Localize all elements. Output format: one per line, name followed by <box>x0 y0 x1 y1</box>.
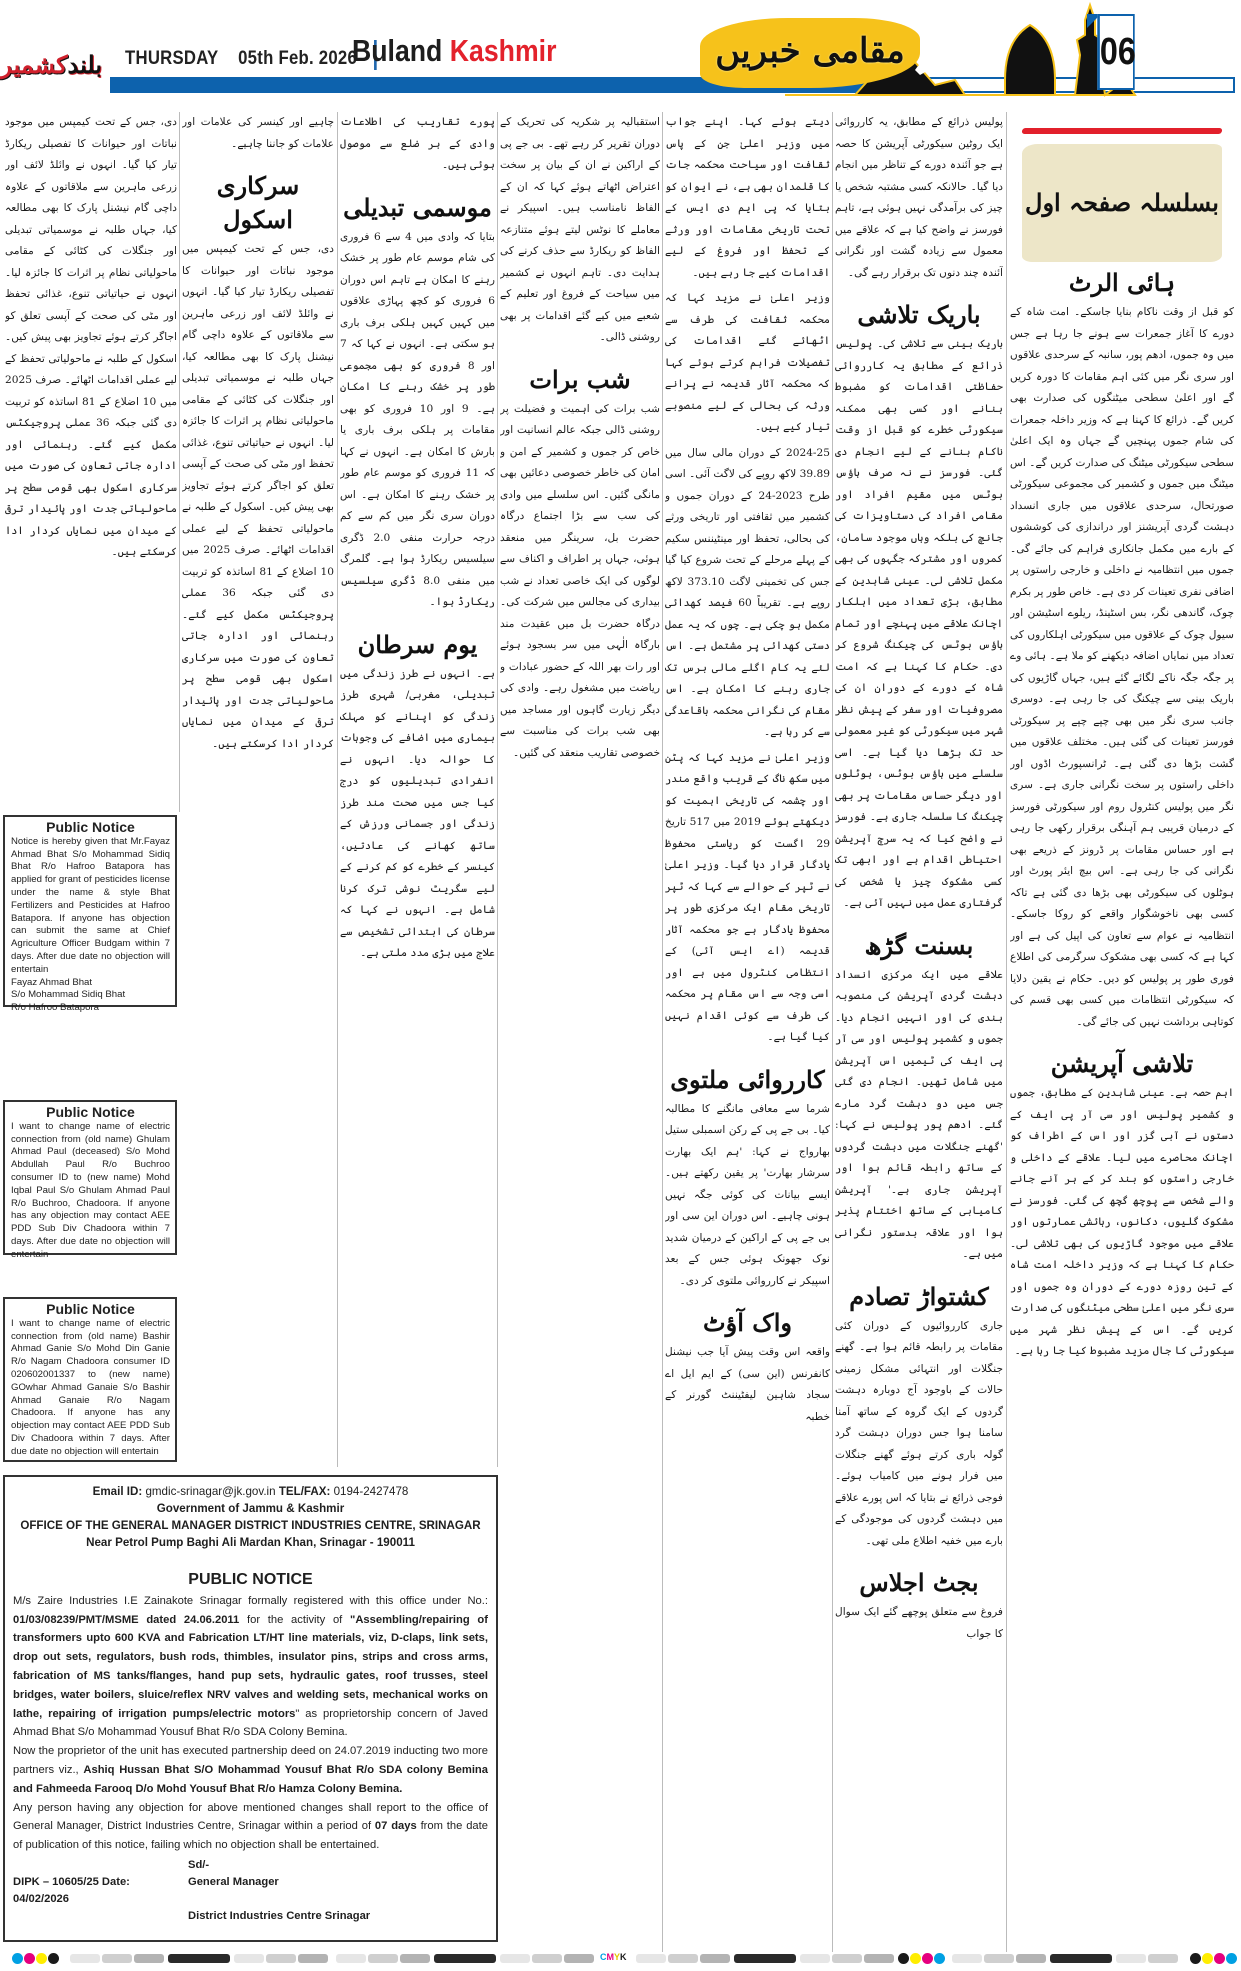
column-divider <box>179 112 180 812</box>
yellow-dot-icon <box>910 1953 921 1964</box>
headline-thorough-search: باریک تلاشی <box>857 300 981 329</box>
black-dot-icon <box>898 1953 909 1964</box>
column-divider <box>337 112 338 1467</box>
article-text: باریک بینی سے تلاشی کی۔ پولیس ذرائع کے مطابق یہ کارروائی حفاظتی اقدامات کو مضبوط بنانے اور کسی بھی ممکنہ سیکورٹی خطرے کو قبل از وقت ناکام بنانے کے لیے انجام دی گئی۔ فورسز نے نہ صرف ہاؤس بوٹس میں مقیم افراد اور مقامی افراد کی دستاویزات کی جانچ کی بلکہ وہاں موجود سامان، کمروں اور مشترکہ جگہوں کی بھی مکمل تلاشی لی۔ عینی شاہدین کے مطابق، بڑی تعداد میں اہلکار اچانک علاقے میں پہنچے اور تمام ہاؤس بوٹس کی چیکنگ شروع کر دی۔ حکام کا کہنا ہے کہ امت شاہ کے دورے کے دوران ان کی مصروفیات اور سفر کے پیش نظر شہر میں سیکورٹی کو غیر معمولی حد تک بڑھا دیا گیا ہے۔ اسی سلسلے میں ہاؤس بوٹس، ہوٹلوں اور دیگر حساس مقامات پر بھی چیکنگ کا سلسلہ جاری ہے۔ فورسز نے واضح کیا کہ یہ سرچ آپریشن احتیاطی اقدام ہے اور ابھی تک کسی مشکوک چیز یا شخص کی گرفتاری عمل میں نہیں آئی ہے۔ <box>835 338 1003 909</box>
article-text: علاقے میں ایک مرکزی انسداد دہشت گردی آپریشن کی منصوبہ بندی کی اور انہیں انجام دیا۔ جموں و کشمیر پولیس اور سی آر پی ایف کی ٹیمیں اس آپریشن میں شامل تھیں۔ انجام دی گئی جس میں دو دہشت گرد مارے گئے۔ ادھم پور پولیس نے کہا: 'گھنے جنگلات میں دہشت گردوں کے ساتھ رابطہ قائم ہوا اور آپریشن جاری ہے۔' آپریشن کامیابی کے ساتھ اختتام پذیر ہوا اور علاقہ بدستور نگرانی میں ہے۔ <box>835 968 1003 1260</box>
column-divider <box>1006 112 1007 1952</box>
article-text: 2024-25 کے دوران مالی سال میں 39.89 لاکھ روپے کی لاگت آئی۔ اسی طرح 2023-24 کے دوران جموں و کشمیر میں ثقافتی اور تاریخی ورثے کی بحالی، تحفظ اور مینٹیننس سکیم کے پہلے مرحلے کے تحت شروع کیا گیا جس کی تخمینی لاگت 373.10 لاکھ روپے ہے۔ تقریباً 60 فیصد کھدائی مکمل ہو چکی ہے۔ چوں کہ یہ عمل دستی کھدائی پر مشتمل ہے۔ اس لئے یہ کام اگلے مالی برس تک جاری رہنے کا امکان ہے۔ اس مقام کی نگرانی محکمہ باقاعدگی سے کر رہا ہے۔ <box>665 446 830 738</box>
phone-number: 0194-2427478 <box>333 1485 409 1498</box>
tone-bar <box>400 1954 430 1963</box>
public-notice-pesticides-license <box>3 815 177 1014</box>
headline-kishtwar-encounter: کشتواڑ تصادم <box>849 1281 989 1311</box>
article-text: ہے۔ انہوں نے طرز زندگی میں تبدیلی، مغربی/ شہری طرز زندگی کو اپنانے کو مہلک بیماری میں اضافے کی وجوہات کا حوالہ دیا۔ انہوں نے انفرادی تبدیلیوں کو درج کیا جس میں صحت مند طرز زندگی اور جسمانی ورزش کے ساتھ کھانے کی عادتیں، کینسر کے خطرے کو کم کرنے کے لیے سگریٹ نوشی ترک کرنا شامل ہے۔ انہوں نے کہا کہ سرطان کی ابتدائی تشخیص سے علاج میں بڑی مدد ملتی ہے۔ <box>340 667 495 959</box>
tone-bar <box>668 1954 698 1963</box>
black-dot-icon <box>1190 1953 1201 1964</box>
article-text: وزیر اعلیٰ نے مزید کہا کہ محکمہ ثقافت کی طرف سے اٹھائے گئے اقدامات کی تفصیلات فراہم کرتے ہوئے کہا کہ محکمہ آثار قدیمہ نے پرانے ورثہ کی بحالی کے لیے منصوبے تیار کیے ہیں۔ <box>665 292 830 433</box>
article-text: دی، جس کے تحت کیمپس میں موجود نباتات اور حیوانات کا تفصیلی ریکارڈ تیار کیا گیا۔ انہوں نے وائلڈ لائف اور زرعی ماہرین سے ملاقاتوں کے علاوہ داچی گام نیشنل پارک کا بھی مطالعہ کیا، جہاں طلبہ نے موسمیاتی تبدیلی اور جنگلات کی کٹائی کے مقامی ماحولیاتی نظام پر اثرات کا جائزہ لیا۔ انہوں نے حیاتیاتی تنوع، غذائی تحفظ اور مٹی کی صحت کے آپسی تعلق کو اجاگر کرتے ہوئے تجاویز بھی پیش کیں۔ اسکول کے طلبہ نے ماحولیاتی تحفظ کے لیے عملی اقدامات اٹھائے۔ صرف 2025 میں 10 اضلاع کے 81 اساتذہ کو تربیت دی گئی جبکہ 36 عملی پروجیکٹس مکمل کیے گئے۔ رہنمائی اور ادارہ جاتی تعاون کی صورت میں سرکاری اسکول بھی قومی سطح پر ماحولیاتی جدت اور پائیدار ترقی کے میدان میں نمایاں کردار ادا کرسکتے ہیں۔ <box>5 116 177 558</box>
tone-bar <box>234 1954 264 1963</box>
headline-weather-change: موسمی تبدیلی <box>343 192 492 222</box>
office-address: Near Petrol Pump Baghi Ali Mardan Khan, Srinagar - 190011 <box>86 1536 415 1549</box>
article-text: کو قبل از وقت ناکام بنایا جاسکے۔ امت شاہ کے دورے کا آغاز جمعرات سے ہونے جا رہا ہے جس میں وہ جموں، ادھم پور، سانبہ کے سرحدی علاقوں اور سری نگر میں کئی اہم مقامات کا دورہ کریں گے اور اعلیٰ سطحی میٹنگوں کی صدارت بھی کریں گے۔ ذرائع کا کہنا ہے کہ وزیر داخلہ جمعرات کی شام جموں پہنچیں گے جہاں وہ ایک اعلیٰ سطحی سیکورٹی میٹنگ کی صدارت کریں گے۔ اس میٹنگ میں جموں و کشمیر کی مجموعی سیکورٹی صورتحال، سرحدی علاقوں میں جاری انسداد دہشت گردی آپریشنز اور دراندازی کی کوششوں کے بارے میں مکمل جانکاری فراہم کی جائے گی۔ جموں میں انتظامیہ نے داخلی و خارجی راستوں پر اضافی نفری تعینات کر دی ہے۔ خاص طور پر بکرم چوک، گاندھی نگر، بس اسٹینڈ، ریلوے اسٹیشن اور سیول چوک کے علاقوں میں سیکورٹی اہلکاروں کی تعداد میں نمایاں اضافہ دیکھنے کو ملا ہے۔ ہائی وے پر جگہ جگہ ناکے لگائے گئے ہیں، جہاں گاڑیوں کی باریک بینی سے چیکنگ کی جا رہی ہے۔ دوسری جانب سری نگر میں بھی چپے چپے پر سیکورٹی فورسز تعینات کی گئی ہیں۔ مختلف علاقوں میں گشت بڑھا دی گئی ہے۔ ٹرانسپورٹ اڈوں اور داخلی راستوں پر سخت نگرانی جاری ہے۔ سری نگر میں پولیس کنٹرول روم اور سیکورٹی فورسز کے درمیان قریبی ہم آہنگی برقرار رکھی جا رہی ہے اور حساس مقامات پر ڈرونز کے ذریعے بھی نگرانی کی جا رہی ہے۔ اس بیچ ایئر پورٹ اور ہوٹلوں کی سیکورٹی بھی بڑھا دی گئی ہے تاکہ کسی بھی ناخوشگوار واقعے کو روکا جاسکے۔ انتظامیہ نے عوام سے تعاون کی اپیل کی ہے اور کہا ہے کہ کسی بھی مشکوک سرگرمی کی اطلاع فوری طور پر پولیس کو دیں۔ حکام نے یقین دلایا کہ سیکورٹی انتظامات میں کسی بھی قسم کی کوتاہی برداشت نہیں کی جائے گی۔ <box>1010 306 1234 1028</box>
headline-government-school: سرکاری اسکول <box>216 171 300 234</box>
notice-title: PUBLIC NOTICE <box>188 1571 313 1588</box>
article-text: واقعہ اس وقت پیش آیا جب نیشنل کانفرنس (این سی) کے ایم ایل اے سجاد شاہین لیفٹیننٹ گورنر کے خطبہ <box>665 1346 830 1423</box>
column-divider <box>497 112 498 1467</box>
magenta-dot-icon <box>922 1953 933 1964</box>
cyan-dot-icon <box>934 1953 945 1964</box>
tone-bar <box>636 1954 666 1963</box>
headline-proceedings-adjourned: کارروائی ملتوی <box>670 1064 825 1094</box>
office-name: OFFICE OF THE GENERAL MANAGER DISTRICT INDUSTRIES CENTRE, SRINAGAR <box>20 1519 481 1532</box>
section-title: مقامی خبریں <box>700 18 920 88</box>
notice-paragraph-3: Any person having any objection for above mentioned changes shall report to the office of General Manager, District Industries Centre, Srinagar within a period of 07 days from the date of publication of this notice, failing which no objection shall be entertained. <box>13 1801 488 1852</box>
headline-high-alert: ہائی الرٹ <box>1068 268 1176 297</box>
notice-body: I want to change name of electric connection from (old name) Bashir Ahmad Ganie S/o Mohd Din Ganie R/o Nagam Chadoora consumer ID 020602001337 to (new name) GOwhar Ahmad Ganaie S/o Bashir Ahmad Ganaie R/o Nagam Chadoora. If anyone has any objection may contact AEE PDD Sub Div Chadoora within 7 days. After due date no objection will entertain <box>11 1317 170 1457</box>
article-text: اہم حصہ ہے۔ عینی شاہدین کے مطابق، جموں و کشمیر پولیس اور سی آر پی ایف کے دستوں نے آبی گزر اور اس کے اطراف کو اچانک محاصرے میں لیا۔ علاقے کے داخلی و خارجی راستوں کو بند کر کے ہر آنے جانے والے شخص سے پوچھ گچھ کی گئی۔ فورسز نے مشکوک گلیوں، دکانوں، رہائشی عمارتوں اور علاقے میں موجود گاڑیوں کی بھی تلاشی لی۔ حکام کا کہنا ہے کہ وزیر داخلہ امت شاہ کے تین روزہ دورے کے دوران وہ جموں اور سری نگر میں اعلیٰ سطحی میٹنگوں کی صدارت کریں گے۔ اس کے پیش نظر شہر میں سیکورٹی کا جال مزید مضبوط کیا جا رہا ہے۔ <box>1010 1087 1234 1357</box>
notice-paragraph-2: Now the proprietor of the unit has executed partnership deed on 24.07.2019 inducting two more partners viz., Ashiq Hussan Bhat S/O Mohammad Yousuf Bhat R/o SDA colony Bemina and Fahmeeda Farooq D/o Mohd Yousuf Bhat R/o Hamza Colony Bemina. <box>13 1745 488 1795</box>
notice-title: Public Notice <box>46 819 135 835</box>
headline-cancer-day: یوم سرطان <box>357 629 478 659</box>
signature-block <box>13 1857 488 1925</box>
masthead <box>0 0 1241 108</box>
black-dot-icon <box>48 1953 59 1964</box>
notice-signature: R/o Hafroo Batapora <box>11 1002 99 1014</box>
column-divider <box>662 112 663 1952</box>
email-address: gmdic-srinagar@jk.gov.in <box>145 1485 276 1498</box>
newspaper-logo-urdu: بلندکشمیر <box>0 50 102 79</box>
tone-bar <box>168 1954 230 1963</box>
article-column-3 <box>665 112 830 1962</box>
tone-bar <box>368 1954 398 1963</box>
cmyk-label: CMYK <box>600 1952 627 1962</box>
column-divider <box>832 112 833 1952</box>
tone-bar <box>70 1954 100 1963</box>
yellow-dot-icon <box>1202 1953 1213 1964</box>
headline-walk-out: واک آؤٹ <box>703 1308 792 1337</box>
signatory-title: General Manager <box>188 1875 279 1888</box>
article-text: جاری کارروائیوں کے دوران کئی مقامات پر رابطہ قائم ہوا ہے۔ گھنے جنگلات اور انتہائی مشکل زمینی حالات کے باوجود آج دوبارہ دہشت گردوں کے ایک گروہ کے ساتھ آمنا سامنا ہوا جس دوران دہشت گرد گولہ باری کرتے ہوئے گھنے جنگلات میں فرار ہونے میں کامیاب ہوئے۔ فوجی ذرائع نے بتایا کہ اس پورے علاقے میں دہشت گردوں کی موجودگی کے بارے میں خفیہ اطلاع ملی تھی۔ <box>835 1319 1003 1547</box>
yellow-dot-icon <box>36 1953 47 1964</box>
continued-from-front-page-tag: بسلسلہ صفحہ اول <box>1022 122 1222 252</box>
government-public-notice <box>3 1475 498 1942</box>
tone-bar <box>1016 1954 1046 1963</box>
article-column-2 <box>835 112 1003 1962</box>
tone-bar <box>832 1954 862 1963</box>
article-text: چاہیے اور کینسر کی علامات اور علامات کو جاننا چاہیے۔ <box>182 116 334 150</box>
notice-signature: Fayaz Ahmad Bhat <box>11 976 93 988</box>
tone-bar <box>700 1954 730 1963</box>
tone-bar <box>734 1954 796 1963</box>
day-of-week: THURSDAY <box>125 48 219 69</box>
notice-title: Public Notice <box>46 1301 135 1317</box>
public-notice-electric-name-change-1 <box>3 1100 177 1260</box>
tone-bar <box>1116 1954 1146 1963</box>
government-name: Government of Jammu & Kashmir <box>156 1502 345 1515</box>
tone-bar <box>564 1954 594 1963</box>
article-text: دی، جس کے تحت کیمپس میں موجود نباتات اور حیوانات کا تفصیلی ریکارڈ تیار کیا گیا۔ انہوں نے وائلڈ لائف اور زرعی ماہرین سے ملاقاتوں کے علاوہ داچی گام نیشنل پارک کا بھی مطالعہ کیا، جہاں طلبہ نے موسمیاتی تبدیلی اور جنگلات کی کٹائی کے مقامی ماحولیاتی نظام پر اثرات کا جائزہ لیا۔ انہوں نے حیاتیاتی تنوع، غذائی تحفظ اور مٹی کی صحت کے آپسی تعلق کو اجاگر کرتے ہوئے تجاویز بھی پیش کیں۔ اسکول کے طلبہ نے ماحولیاتی تحفظ کے لیے عملی اقدامات اٹھائے۔ صرف 2025 میں 10 اضلاع کے 81 اساتذہ کو تربیت دی گئی جبکہ 36 عملی پروجیکٹس مکمل کیے گئے۔ رہنمائی اور ادارہ جاتی تعاون کی صورت میں سرکاری اسکول بھی قومی سطح پر ماحولیاتی جدت اور پائیدار ترقی کے میدان میں نمایاں کردار ادا کرسکتے ہیں۔ <box>182 243 334 750</box>
notice-signature: S/o Mohammad Sidiq Bhat <box>11 989 126 1001</box>
tone-bar <box>134 1954 164 1963</box>
notice-body: Notice is hereby given that Mr.Fayaz Ahmad Bhat S/o Mohammad Sidiq Bhat R/o Hafroo Batapora has applied for grant of pesticides license under the name & style Bhat Fertilizers and Pesticides at Hafroo Batapora. If anyone has objection can submit the same at Chief Agriculture Officer Budgam within 7 days. After due date no objection will entertain <box>11 835 170 975</box>
cyan-dot-icon <box>1226 1953 1237 1964</box>
brand-name: Buland Kashmir <box>352 33 557 68</box>
article-text: شرما سے معافی مانگنے کا مطالبہ کیا۔ بی جے پی کے رکن اسمبلی ستیل بھارواج نے کہا: 'ہم ایک بھارت سرشار بھارت' پر یقین رکھتے ہیں۔ ایسے بیانات کی کوئی جگہ نہیں ہونی چاہیے۔ اس دوران این سی اور بی جے پی کے اراکین کے درمیان شدید نوک جھونک ہوئی جس کے بعد اسپیکر نے کارروائی ملتوی کر دی۔ <box>665 1102 830 1287</box>
tone-bar <box>864 1954 894 1963</box>
magenta-dot-icon <box>1214 1953 1225 1964</box>
headline-shab-e-barat: شب برات <box>529 364 631 394</box>
tone-bar <box>434 1954 496 1963</box>
signatory-office: District Industries Centre Srinagar <box>188 1909 371 1922</box>
tone-bar <box>298 1954 328 1963</box>
tone-bar <box>102 1954 132 1963</box>
publication-date: 05th Feb. 2026 <box>238 48 358 69</box>
notice-body: I want to change name of electric connection from (old name) Ghulam Ahmad Paul (deceased) S/o Mohd Abdullah Paul R/o Buchroo consumer ID to (new name) Mohd Iqbal Paul S/o Ghulam Ahmad Paul R/o Buchroo, Chadoora. If anyone has any objection may contact AEE PDD Sub Div Chadoora within 7 days. After due date no objection will entertain <box>11 1120 170 1260</box>
article-text: پولیس ذرائع کے مطابق، یہ کارروائی ایک روٹین سیکورٹی آپریشن کا حصہ ہے جو آئندہ دورے کے تناظر میں انجام دیا گیا۔ حالانکہ کسی مشتبہ شخص یا چیز کی برآمدگی نہیں ہوئی ہے، تاہم فورسز نے واضح کیا ہے کہ علاقے میں معمول سے زیادہ گشت اور نگرانی آئندہ چند دنوں تک برقرار رہے گی۔ <box>835 116 1003 279</box>
notice-title: Public Notice <box>46 1104 135 1120</box>
tone-bar <box>952 1954 982 1963</box>
article-text: فروغ سے متعلق پوچھے گئے ایک سوال کا جواب <box>835 1606 1003 1640</box>
notice-paragraph-1: M/s Zaire Industries I.E Zainakote Srinagar formally registered with this office under No.: 01/03/08239/PMT/MSME dated 24.06.2011 for the activity of "Assembling/repairing of transformers upto 600 KVA and Fabrication LT/HT line materials, viz, D-claps, link sets, drop out sets, regulators, bush rods, thimbles, insulator pins, strips and cross arms, fabrication of MS tanks/flanges, hand pup sets, hydraulic gates, roof trusses, steel bridges, water boilers, sluice/reflex NRV valves and welding sets, mechanical works on lathe, repairing of irrigation pumps/electric motors" as proprietorship concern of Javed Ahmad Bhat S/o Mohammad Yousuf Bhat R/o SDA Colony Bemina. <box>13 1594 488 1739</box>
article-text: وزیر اعلیٰ نے مزید کہا کہ پٹن میں سکھ ناگ کے قریب واقع مندر اور چشمہ کی تاریخی اہمیت کو دیکھتے ہوئے 2019 میں 517 تاریخ 29 اگست کو ریاستی محفوظ یادگار قرار دیا گیا۔ وزیر اعلیٰ نے ٹپر کے حوالے سے کہا کہ ٹپر تاریخی مقام ایک مرکزی طور پر محفوظ یادگار ہے جو محکمہ آثار قدیمہ (اے ایس آئی) کے انتظامی کنٹرول میں ہے اور اسی وجہ سے اس مقام پر محکمہ کی طرف سے کوئی اقدام نہیں کیا گیا ہے۔ <box>665 751 830 1043</box>
contact-line: Email ID: gmdic-srinagar@jk.gov.in TEL/FAX: 0194-2427478 <box>92 1485 409 1498</box>
tone-bar <box>266 1954 296 1963</box>
headline-search-operation: تلاشی آپریشن <box>1050 1049 1194 1078</box>
article-column-6 <box>182 112 334 1467</box>
headline-basantgarh: بسنت گڑھ <box>864 930 974 960</box>
tone-bar <box>532 1954 562 1963</box>
article-column-5 <box>340 112 495 1467</box>
tone-bar <box>800 1954 830 1963</box>
reference-number: DIPK – 10605/25 Date: 04/02/2026 <box>13 1875 130 1905</box>
article-text: شب برات کی اہمیت و فضیلت پر روشنی ڈالی جبکہ عالم انسانیت اور خاص کر جموں و کشمیر کے امن و امان کی خاطر خصوصی دعائیں بھی مانگی گئیں۔ اس سلسلے میں وادی کی سب سے بڑا اجتماع درگاہ حضرت بل، سرینگر میں منعقد ہوئی، جہاں پر اطراف و اکناف سے لوگوں کی ایک خاصی تعداد نے شب بیداری کی مجالس میں شرکت کی۔ درگاہ حضرت بل میں عقیدت مند بارگاہ الٰہی میں سر بسجود ہوئے اور رات بھر اللہ کے حضور عبادات و ریاضت میں مشغول رہے۔ وادی کی دیگر زیارت گاہوں اور مساجد میں بھی شب برات کی مناسبت سے خصوصی تقاریب منعقد کی گئیں۔ <box>500 402 660 759</box>
sd-mark: Sd/- <box>188 1858 210 1871</box>
tone-bar <box>500 1954 530 1963</box>
tone-bar <box>1050 1954 1112 1963</box>
public-notice-electric-name-change-2 <box>3 1297 177 1462</box>
red-brush-stroke <box>1021 128 1222 134</box>
printer-registration-marks <box>0 1950 1241 1966</box>
magenta-dot-icon <box>24 1953 35 1964</box>
article-text: دیتے ہوئے کہا۔ اپنے جواب میں وزیر اعلیٰ جن کے پاس ثقافت اور سیاحت محکمہ جات کا قلمدان بھی ہے، نے ایوان کو بتایا کہ پی ایم دی ایس کے تحت تاریخی مقامات اور ورثے کے تحفظ اور فروغ کے لیے اقدامات کیے جا رہے ہیں۔ <box>665 116 830 279</box>
article-text: استقبالیہ پر شکریہ کی تحریک کے دوران تقریر کر رہے تھے۔ بی جے پی کے اراکین نے ان کے بیان پر سخت اعتراض اٹھاتے ہوئے کہا کہ ان کے الفاظ نامناسب ہیں۔ اسپیکر نے معاملے کا نوٹس لیتے ہوئے متنازعہ الفاظ کو ریکارڈ سے حذف کرنے کی ہدایت دی۔ تاہم انہوں نے کشمیر میں سیاحت کے فروغ اور تعلیم کے شعبے میں کیے گئے اقدامات پر بھی روشنی ڈالی۔ <box>500 116 660 343</box>
article-text: پورے تقاریب کی اطلاعات وادی کے ہر ضلع سے موصول ہوئی ہیں۔ <box>340 116 495 171</box>
article-column-1 <box>1010 112 1234 1962</box>
dateline <box>125 40 384 70</box>
page-number: 06 <box>1097 14 1134 90</box>
tone-bar <box>984 1954 1014 1963</box>
tone-bar <box>1148 1954 1178 1963</box>
cyan-dot-icon <box>12 1953 23 1964</box>
article-text: بتایا کہ وادی میں 4 سے 6 فروری کی شام موسم عام طور پر خشک رہنے کا امکان ہے تاہم اس دوران 6 فروری کو کچھ پہاڑی علاقوں میں کہیں کہیں ہلکی برف باری ہو سکتی ہے۔ انہوں نے کہا کہ 7 اور 8 فروری کو بھی مجموعی طور پر خشک رہنے کا امکان ہے۔ 9 اور 10 فروری کو بھی مقامات پر ہلکی برف باری یا بارش کا امکان ہے۔ انہوں نے کہا کہ 11 فروری کو موسم عام طور پر خشک رہنے کا امکان ہے۔ اس دوران سری نگر میں کم سے کم درجہ حرارت منفی 2.0 ڈگری سیلسیس ریکارڈ ہوا ہے۔ گلمرگ میں منفی 8.0 ڈگری سیلسیس ریکارڈ ہوا۔ <box>340 230 495 608</box>
tone-bar <box>336 1954 366 1963</box>
article-column-4 <box>500 112 660 1962</box>
article-column-7 <box>5 112 177 812</box>
headline-budget-session: بجٹ اجلاس <box>859 1568 979 1597</box>
